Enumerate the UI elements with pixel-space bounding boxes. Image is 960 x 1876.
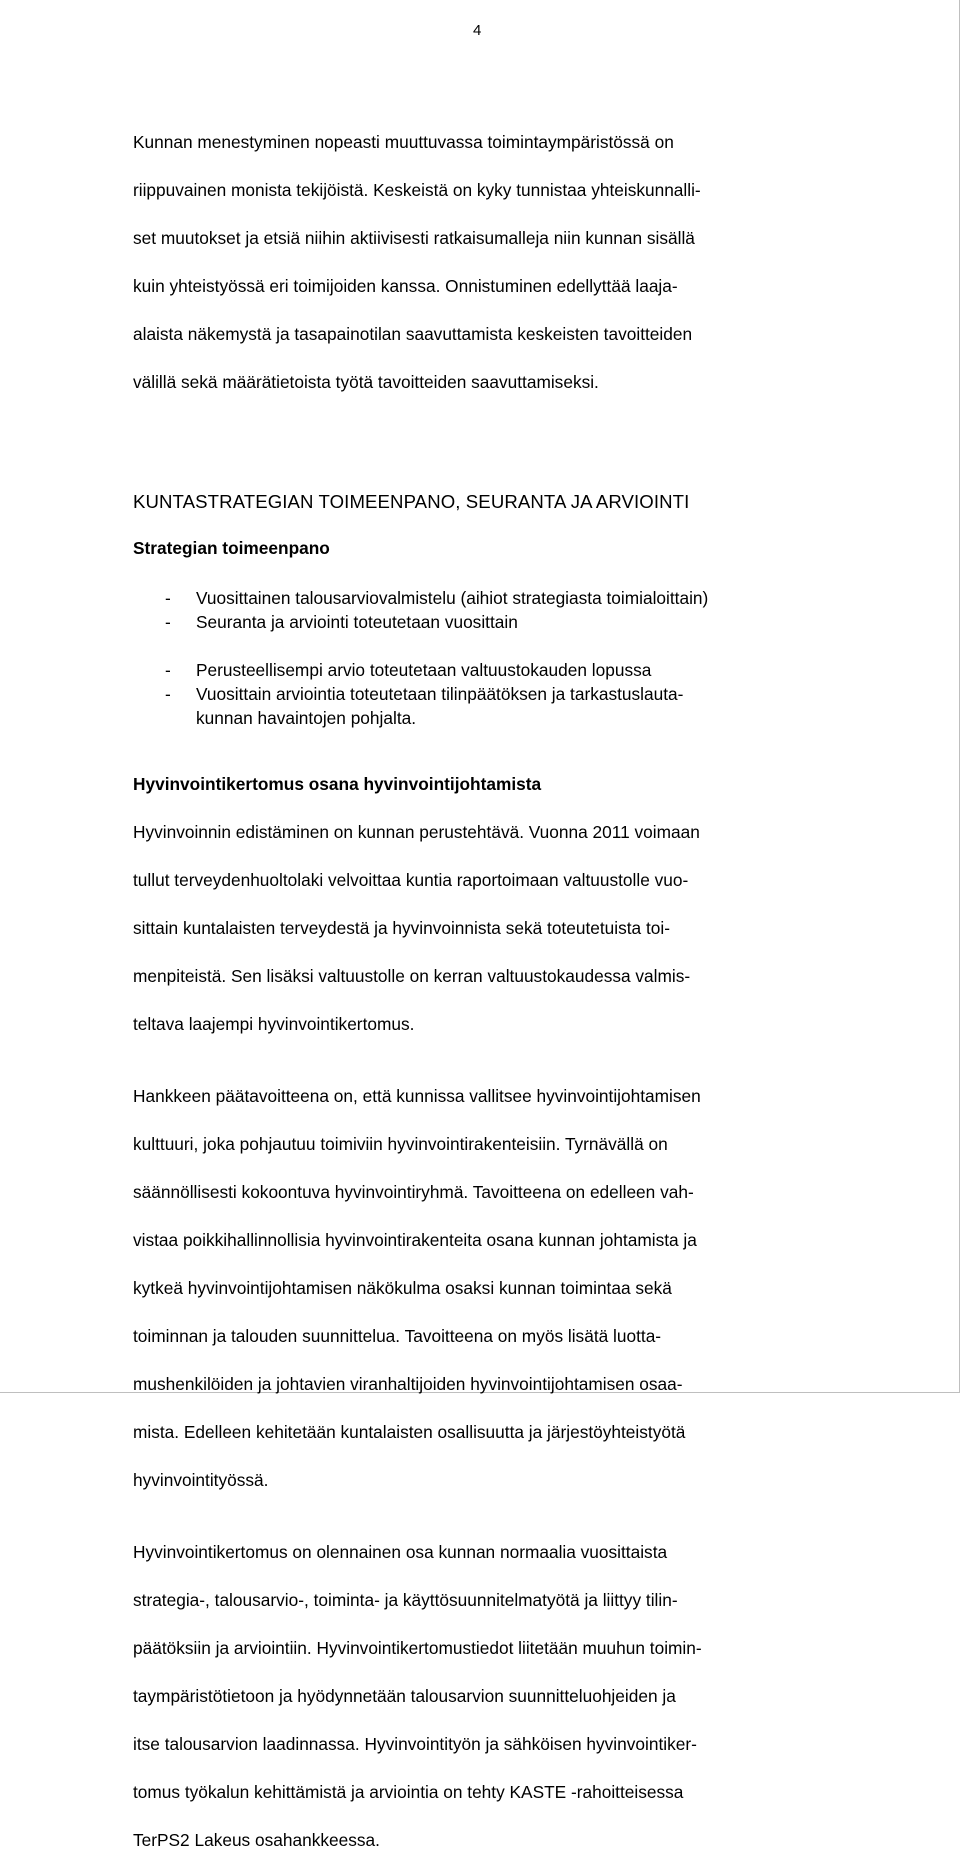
text-line: säännöllisesti kokoontuva hyvinvointiryhmä. Tavoitteena on edelleen vah- — [133, 1182, 694, 1202]
list-dash: - — [165, 588, 171, 608]
text-line: teltava laajempi hyvinvointikertomus. — [133, 1014, 415, 1034]
text-line: Kunnan menestyminen nopeasti muuttuvassa toimintaympäristössä on — [133, 132, 674, 152]
subheading-wellbeing: Hyvinvointikertomus osana hyvinvointijohtamista — [133, 774, 542, 794]
list-dash: - — [165, 660, 171, 680]
list-item-text: Perusteellisempi arvio toteutetaan valtuustokauden lopussa — [196, 660, 652, 680]
text-line: mista. Edelleen kehitetään kuntalaisten osallisuutta ja järjestöyhteistyötä — [133, 1422, 686, 1442]
list-item — [133, 610, 833, 634]
text-line: Hankkeen päätavoitteena on, että kunnissa vallitsee hyvinvointijohtamisen — [133, 1086, 701, 1106]
list-item — [133, 682, 833, 730]
intro-paragraph — [133, 106, 833, 418]
text-line: riippuvainen monista tekijöistä. Keskeistä on kyky tunnistaa yhteiskunnalli- — [133, 180, 701, 200]
text-line: kuin yhteistyössä eri toimijoiden kanssa. Onnistuminen edellyttää laaja- — [133, 276, 678, 296]
text-line: toiminnan ja talouden suunnittelua. Tavoitteena on myös lisätä luotta- — [133, 1326, 662, 1346]
subheading-strategy: Strategian toimeenpano — [133, 538, 330, 558]
text-line: alaista näkemystä ja tasapainotilan saavuttamista keskeisten tavoitteiden — [133, 324, 693, 344]
list-item-text: Vuosittainen talousarviovalmistelu (aihiot strategiasta toimialoittain) — [196, 588, 709, 608]
text-line: sittain kuntalaisten terveydestä ja hyvinvoinnista sekä toteutetuista toi- — [133, 918, 670, 938]
text-line: päätöksiin ja arviointiin. Hyvinvointikertomustiedot liitetään muuhun toimin- — [133, 1638, 702, 1658]
wellbeing-paragraph-1 — [133, 796, 833, 1060]
strategy-list — [133, 586, 833, 634]
text-line: hyvinvointityössä. — [133, 1470, 269, 1490]
page-content — [133, 106, 833, 1876]
text-line: kulttuuri, joka pohjautuu toimiviin hyvinvointirakenteisiin. Tyrnävällä on — [133, 1134, 668, 1154]
text-line: mushenkilöiden ja johtavien viranhaltijoiden hyvinvointijohtamisen osaa- — [133, 1374, 683, 1394]
list-item-text: kunnan havaintojen pohjalta. — [196, 708, 417, 728]
text-line: vistaa poikkihallinnollisia hyvinvointirakenteita osana kunnan johtamista ja — [133, 1230, 697, 1250]
text-line: välillä sekä määrätietoista työtä tavoitteiden saavuttamiseksi. — [133, 372, 599, 392]
wellbeing-paragraph-3 — [133, 1516, 833, 1876]
text-line: kytkeä hyvinvointijohtamisen näkökulma osaksi kunnan toimintaa sekä — [133, 1278, 672, 1298]
list-item-text: Seuranta ja arviointi toteutetaan vuosittain — [196, 612, 518, 632]
evaluation-list — [133, 658, 833, 730]
text-line: TerPS2 Lakeus osahankkeessa. — [133, 1830, 380, 1850]
text-line: Hyvinvointikertomus on olennainen osa kunnan normaalia vuosittaista — [133, 1542, 668, 1562]
list-item-text: Vuosittain arviointia toteutetaan tilinpäätöksen ja tarkastuslauta- — [196, 684, 684, 704]
list-dash: - — [165, 612, 171, 632]
text-line: taympäristötietoon ja hyödynnetään talousarvion suunnitteluohjeiden ja — [133, 1686, 676, 1706]
page-number: 4 — [473, 22, 482, 39]
text-line: tomus työkalun kehittämistä ja arviointia on tehty KASTE -rahoitteisessa — [133, 1782, 684, 1802]
text-line: menpiteistä. Sen lisäksi valtuustolle on kerran valtuustokaudessa valmis- — [133, 966, 691, 986]
list-item — [133, 658, 833, 682]
text-line: Hyvinvoinnin edistäminen on kunnan perustehtävä. Vuonna 2011 voimaan — [133, 822, 700, 842]
text-line: itse talousarvion laadinnassa. Hyvinvointityön ja sähköisen hyvinvointiker- — [133, 1734, 697, 1754]
list-item — [133, 586, 833, 610]
section-heading: KUNTASTRATEGIAN TOIMEENPANO, SEURANTA JA ARVIOINTI — [133, 491, 690, 512]
text-line: set muutokset ja etsiä niihin aktiivisesti ratkaisumalleja niin kunnan sisällä — [133, 228, 695, 248]
wellbeing-paragraph-2 — [133, 1060, 833, 1516]
text-line: tullut terveydenhuoltolaki velvoittaa kuntia raportoimaan valtuustolle vuo- — [133, 870, 689, 890]
list-dash: - — [165, 684, 171, 704]
text-line: strategia-, talousarvio-, toiminta- ja käyttösuunnitelmatyötä ja liittyy tilin- — [133, 1590, 678, 1610]
